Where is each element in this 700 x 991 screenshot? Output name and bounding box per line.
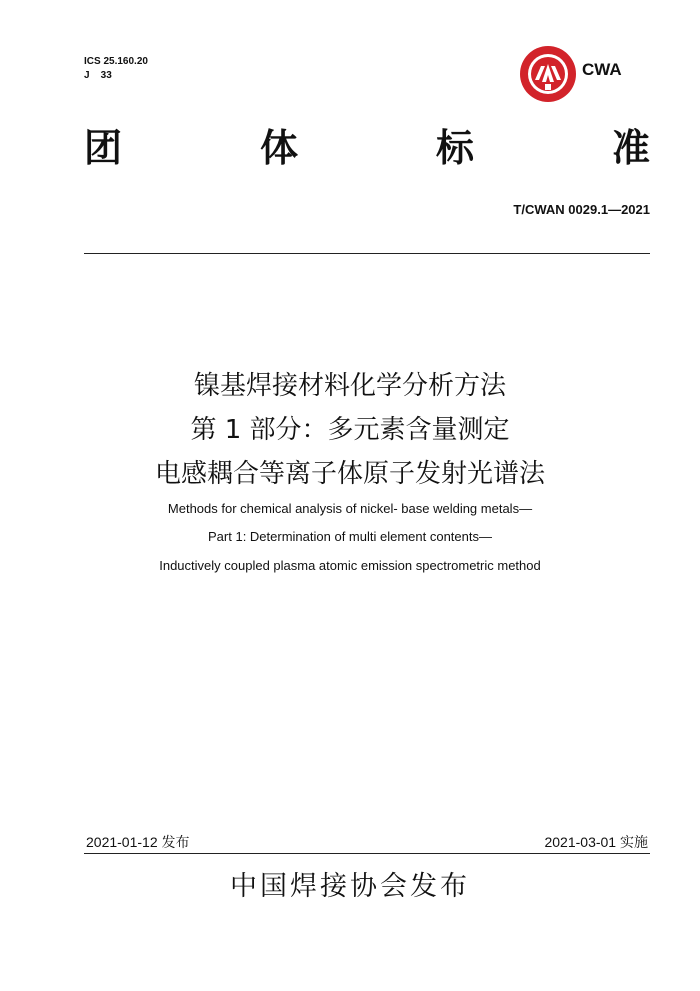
title-en-line-2: Part 1: Determination of multi element contents— [208,529,492,544]
standard-type-char: 准 [611,125,650,170]
standard-type-heading [84,126,650,170]
standard-type-char: 体 [259,125,298,170]
title-zh-line-1: 镍基焊接材料化学分析方法 [193,371,506,401]
title-en-line-1: Methods for chemical analysis of nickel- base welding metals— [167,501,533,516]
title-zh-line-2: 第 1 部分：多元素含量测定 [190,415,510,445]
cwa-logo-icon [518,44,578,104]
logo-text: CWA [582,60,622,79]
header-divider [84,253,650,254]
standard-type-char: 团 [84,125,123,170]
footer-divider [84,853,650,854]
title-en-line-3: Inductively coupled plasma atomic emission spectrometric method [159,558,541,573]
standard-type-char: 标 [435,125,474,170]
publisher: 中国焊接协会发布 [230,871,470,902]
implementation-date: 2021-03-01 实施 [544,834,648,850]
ccs-code: J 33 [84,70,112,81]
title-zh-line-3: 电感耦合等离子体原子发射光谱法 [154,459,545,489]
issue-date: 2021-01-12 发布 [86,834,190,850]
standard-number: T/CWAN 0029.1—2021 [513,202,650,217]
ics-code: ICS 25.160.20 [84,56,148,67]
classification-codes [84,55,148,83]
